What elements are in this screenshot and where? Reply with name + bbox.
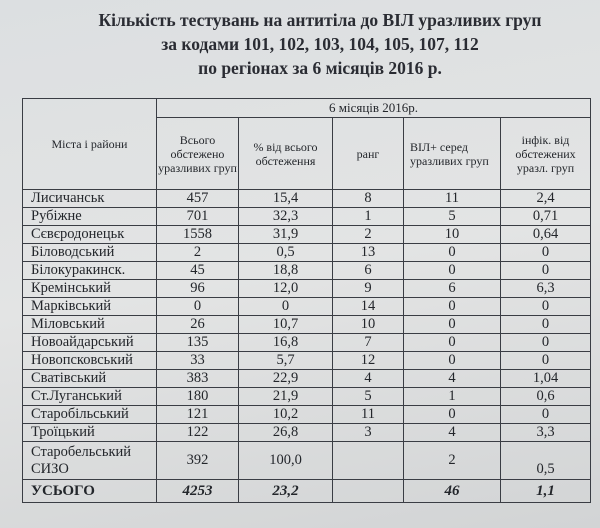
hiv-cell: 1	[404, 388, 501, 406]
document-title	[40, 8, 600, 80]
infected-cell: 0	[501, 334, 591, 352]
city-cell: Марківський	[23, 298, 157, 316]
total-cell: 383	[157, 370, 239, 388]
rank-cell: 10	[333, 316, 404, 334]
table-row	[23, 424, 591, 442]
hiv-cell: 4	[404, 370, 501, 388]
infected-cell: 3,3	[501, 424, 591, 442]
table-row	[23, 244, 591, 262]
city-cell: Сватівський	[23, 370, 157, 388]
percent-cell: 18,8	[239, 262, 333, 280]
percent-cell: 31,9	[239, 226, 333, 244]
table-row-total	[23, 480, 591, 503]
rank-cell: 7	[333, 334, 404, 352]
rank-cell: 11	[333, 406, 404, 424]
percent-cell: 5,7	[239, 352, 333, 370]
percent-cell: 32,3	[239, 208, 333, 226]
total-cell: 121	[157, 406, 239, 424]
table-row	[23, 370, 591, 388]
total-total-cell: 4253	[157, 480, 239, 503]
infected-cell: 0	[501, 352, 591, 370]
hiv-cell: 0	[404, 316, 501, 334]
total-rank-cell	[333, 480, 404, 503]
total-percent-cell: 23,2	[239, 480, 333, 503]
total-cell: 1558	[157, 226, 239, 244]
table-body	[23, 190, 591, 442]
table-row	[23, 334, 591, 352]
table-row	[23, 190, 591, 208]
table-row	[23, 406, 591, 424]
infected-cell: 0	[501, 262, 591, 280]
rank-cell: 12	[333, 352, 404, 370]
hiv-cell: 0	[404, 298, 501, 316]
total-cell: 701	[157, 208, 239, 226]
city-cell: Лисичанськ	[23, 190, 157, 208]
percent-cell: 0,5	[239, 244, 333, 262]
total-cell: 96	[157, 280, 239, 298]
table-row	[23, 262, 591, 280]
rank-cell: 14	[333, 298, 404, 316]
rank-cell: 9	[333, 280, 404, 298]
table-row	[23, 298, 591, 316]
header-percent: % від всього обстеження	[239, 118, 333, 190]
percent-cell: 15,4	[239, 190, 333, 208]
total-cell: 45	[157, 262, 239, 280]
title-line-2: за кодами 101, 102, 103, 104, 105, 107, 112	[161, 34, 479, 54]
total-cell: 122	[157, 424, 239, 442]
infected-cell: 0	[501, 244, 591, 262]
sizo-rank-cell	[333, 442, 404, 480]
sizo-percent-cell: 100,0	[239, 442, 333, 480]
header-period: 6 місяців 2016р.	[157, 99, 591, 118]
city-cell: Троїцький	[23, 424, 157, 442]
table-row	[23, 388, 591, 406]
infected-cell: 1,04	[501, 370, 591, 388]
hiv-cell: 0	[404, 352, 501, 370]
sizo-hiv-cell: 2	[404, 442, 501, 480]
city-cell: Ст.Луганський	[23, 388, 157, 406]
header-infected-share: інфік. від обстежених уразл. груп	[501, 118, 591, 190]
total-cell: 33	[157, 352, 239, 370]
hiv-cell: 11	[404, 190, 501, 208]
city-cell: Новопсковський	[23, 352, 157, 370]
total-cell: 180	[157, 388, 239, 406]
hiv-cell: 10	[404, 226, 501, 244]
total-cell: 2	[157, 244, 239, 262]
rank-cell: 5	[333, 388, 404, 406]
infected-cell: 0,71	[501, 208, 591, 226]
total-hiv-cell: 46	[404, 480, 501, 503]
table-row-sizo	[23, 442, 591, 480]
hiv-cell: 6	[404, 280, 501, 298]
city-cell: Кремінський	[23, 280, 157, 298]
city-cell: Сєвєродонецьк	[23, 226, 157, 244]
percent-cell: 16,8	[239, 334, 333, 352]
total-infected-cell: 1,1	[501, 480, 591, 503]
table-row	[23, 208, 591, 226]
infected-cell: 0,64	[501, 226, 591, 244]
header-hiv-positive: ВІЛ+ серед уразливих груп	[404, 118, 501, 190]
header-total-tested: Всього обстежено уразливих груп	[157, 118, 239, 190]
percent-cell: 10,7	[239, 316, 333, 334]
hiv-cell: 0	[404, 406, 501, 424]
sizo-city-cell	[23, 442, 157, 480]
total-cell: 135	[157, 334, 239, 352]
rank-cell: 6	[333, 262, 404, 280]
city-cell: Старобільський	[23, 406, 157, 424]
rank-cell: 13	[333, 244, 404, 262]
percent-cell: 26,8	[239, 424, 333, 442]
total-cell: 0	[157, 298, 239, 316]
infected-cell: 0	[501, 298, 591, 316]
percent-cell: 10,2	[239, 406, 333, 424]
title-line-1: Кількість тестувань на антитіла до ВІЛ уразливих груп	[98, 10, 542, 30]
table-row	[23, 352, 591, 370]
percent-cell: 0	[239, 298, 333, 316]
hiv-cell: 4	[404, 424, 501, 442]
header-city: Міста і райони	[23, 99, 157, 190]
rank-cell: 2	[333, 226, 404, 244]
infected-cell: 6,3	[501, 280, 591, 298]
percent-cell: 21,9	[239, 388, 333, 406]
infected-cell: 0	[501, 316, 591, 334]
rank-cell: 3	[333, 424, 404, 442]
table-row	[23, 280, 591, 298]
rank-cell: 8	[333, 190, 404, 208]
city-cell: Міловський	[23, 316, 157, 334]
hiv-cell: 0	[404, 244, 501, 262]
sizo-city-line-1: Старобельський	[31, 443, 132, 460]
rank-cell: 4	[333, 370, 404, 388]
header-rank: ранг	[333, 118, 404, 190]
total-label-cell: УСЬОГО	[23, 480, 157, 503]
table-row	[23, 316, 591, 334]
infected-cell: 2,4	[501, 190, 591, 208]
table-row	[23, 226, 591, 244]
infected-cell: 0,6	[501, 388, 591, 406]
city-cell: Білокуракинск.	[23, 262, 157, 280]
total-cell: 26	[157, 316, 239, 334]
sizo-infected-cell: 0,5	[501, 442, 591, 480]
city-cell: Рубіжне	[23, 208, 157, 226]
city-cell: Біловодський	[23, 244, 157, 262]
percent-cell: 12,0	[239, 280, 333, 298]
rank-cell: 1	[333, 208, 404, 226]
percent-cell: 22,9	[239, 370, 333, 388]
sizo-total-cell: 392	[157, 442, 239, 480]
hiv-cell: 0	[404, 334, 501, 352]
hiv-testing-table	[22, 98, 591, 503]
hiv-cell: 0	[404, 262, 501, 280]
title-line-3: по регіонах за 6 місяців 2016 р.	[198, 58, 442, 78]
infected-cell: 0	[501, 406, 591, 424]
city-cell: Новоайдарський	[23, 334, 157, 352]
sizo-city-line-2: СИЗО	[31, 460, 69, 477]
hiv-cell: 5	[404, 208, 501, 226]
total-cell: 457	[157, 190, 239, 208]
